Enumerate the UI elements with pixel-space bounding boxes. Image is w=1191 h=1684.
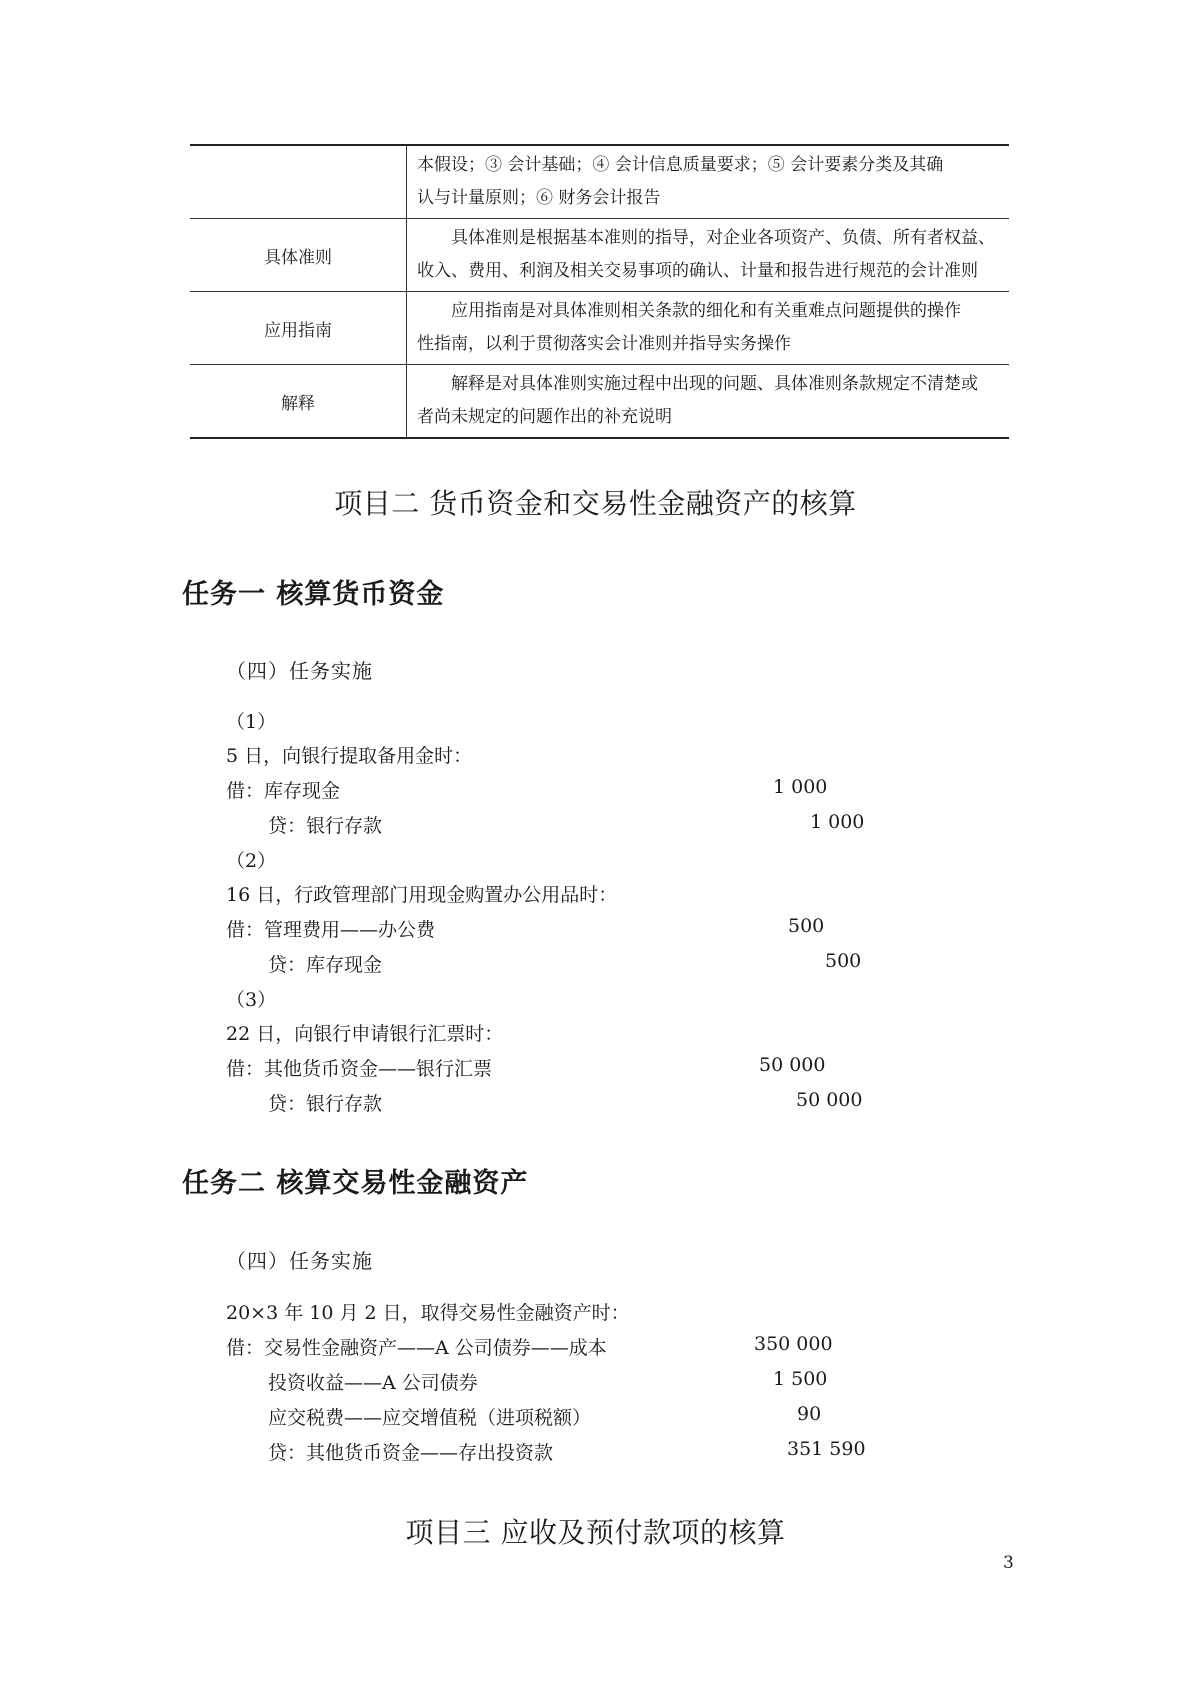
table-row-line: 本假设；③ 会计基础；④ 会计信息质量要求；⑤ 会计要素分类及其确 (417, 155, 944, 175)
table-row-line: 具体准则是根据基本准则的指导，对企业各项资产、负债、所有者权益、 (451, 228, 995, 248)
debit-amount: 90 (797, 1403, 822, 1425)
credit-amount: 500 (825, 950, 862, 972)
section-subtitle: （四）任务实施 (226, 1249, 373, 1273)
question-number: （1） (226, 711, 277, 733)
table-row-label (190, 145, 407, 219)
debit-account: 应交税费——应交增值税（进项税额） (268, 1407, 592, 1429)
accounting-standards-table (190, 144, 1009, 439)
section-subtitle: （四）任务实施 (226, 659, 373, 683)
debit-account: 借：库存现金 (226, 780, 341, 802)
debit-amount: 1 500 (773, 1368, 828, 1390)
table-row-label: 解释 (190, 365, 407, 439)
table-row-content (407, 219, 1010, 292)
credit-account: 贷：银行存款 (268, 1093, 383, 1115)
table-row-line: 性指南，以利于贯彻落实会计准则并指导实务操作 (417, 334, 791, 354)
credit-amount: 351 590 (787, 1438, 866, 1460)
table-row-line: 者尚未规定的问题作出的补充说明 (417, 407, 672, 427)
entry-description: 20×3 年 10 月 2 日，取得交易性金融资产时： (226, 1302, 630, 1324)
table-row (190, 219, 1009, 292)
entry-description: 22 日，向银行申请银行汇票时： (226, 1023, 504, 1045)
credit-account: 贷：银行存款 (268, 815, 383, 837)
credit-account: 贷：库存现金 (268, 954, 383, 976)
credit-amount: 50 000 (796, 1089, 863, 1111)
debit-amount: 350 000 (754, 1333, 833, 1355)
task-title: 任务一 核算货币资金 (182, 579, 445, 610)
table-row-label: 应用指南 (190, 292, 407, 365)
table-row-line: 解释是对具体准则实施过程中出现的问题、具体准则条款规定不清楚或 (451, 374, 978, 394)
credit-amount: 1 000 (810, 811, 865, 833)
table-row-line: 应用指南是对具体准则相关条款的细化和有关重难点问题提供的操作 (451, 301, 961, 321)
debit-amount: 50 000 (759, 1054, 826, 1076)
task-title: 任务二 核算交易性金融资产 (182, 1168, 529, 1199)
table-row (190, 145, 1009, 219)
question-number: （3） (226, 989, 277, 1011)
project-title: 项目二 货币资金和交易性金融资产的核算 (334, 487, 857, 520)
table-row-content (407, 292, 1010, 365)
debit-account: 借：交易性金融资产——A 公司债券——成本 (226, 1337, 607, 1359)
debit-account: 投资收益——A 公司债券 (268, 1372, 478, 1394)
credit-account: 贷：其他货币资金——存出投资款 (268, 1442, 554, 1464)
table-row-line: 收入、费用、利润及相关交易事项的确认、计量和报告进行规范的会计准则 (417, 261, 978, 281)
table-row (190, 292, 1009, 365)
debit-amount: 500 (788, 915, 825, 937)
project-title: 项目三 应收及预付款项的核算 (405, 1516, 786, 1549)
debit-account: 借：其他货币资金——银行汇票 (226, 1058, 493, 1080)
table-row-content (407, 145, 1010, 219)
question-number: （2） (226, 850, 277, 872)
table-row-content (407, 365, 1010, 439)
entry-description: 5 日，向银行提取备用金时： (226, 745, 473, 767)
debit-account: 借：管理费用——办公费 (226, 919, 436, 941)
page-number: 3 (1003, 1553, 1014, 1573)
table-row-line: 认与计量原则；⑥ 财务会计报告 (417, 188, 661, 208)
table-row-label: 具体准则 (190, 219, 407, 292)
table-row (190, 365, 1009, 439)
debit-amount: 1 000 (773, 776, 828, 798)
entry-description: 16 日，行政管理部门用现金购置办公用品时： (226, 884, 618, 906)
